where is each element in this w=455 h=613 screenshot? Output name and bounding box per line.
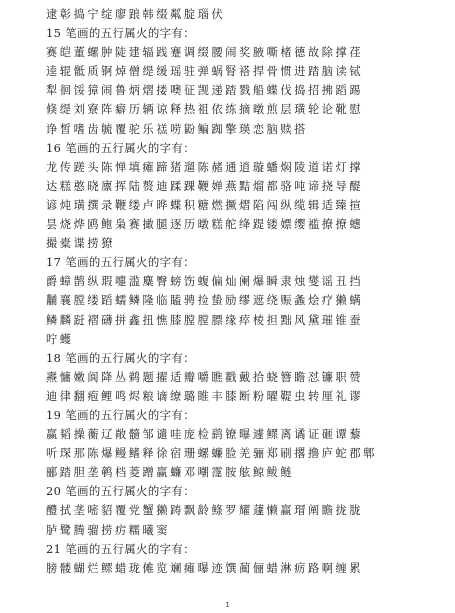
character-row: 听琛那陈爆鳗鳍释徐宿珊螺蠊脸羌骊郑刷撂撸庐蛇郡郫 bbox=[46, 447, 377, 461]
character-row: 撮橐谍捞獠 bbox=[46, 237, 115, 251]
section-heading: 18 笔画的五行属火的字有： bbox=[46, 350, 196, 365]
character-row: 逵辊骶质锕焯僧缇缓瑶驻弹蜗腎褡捍骨惯进踏脑读铽 bbox=[46, 65, 364, 79]
character-row: 鳞麟跹褶礴拼鑫扭憔膝膛膛膘缘瘁棱担黜风黛璀锥蚕 bbox=[46, 313, 364, 327]
character-row: 爵蟑鹊纵瑕嚏滥麋臀螃饬蝮偏灿阑爆瞬隶烛燮谣丑挡 bbox=[46, 275, 364, 289]
character-row: 赢韬操蘅辽敞髓邹谴哇庞检鹞镣曝遽鳏离谲证砸谭藜 bbox=[46, 428, 364, 442]
character-row: 倏缇刘寮阵癖历辆谅释热祖依练摘暾煎层璜轮论靴慰 bbox=[46, 103, 364, 117]
character-row: 诤皙嗜齿毓覆驼乐禚唠鼢鳊踟擎瑛恋脑赎搭 bbox=[46, 122, 308, 136]
character-row: 郦踏胆垄鹌档菱蹭赢蠊邓嘲霪胺舷鲸鲅鲢 bbox=[46, 466, 295, 480]
character-row: 赛皑董螺肿陡建辐践蹇调缀腰闹奖腋嘶楮德故除撑荏 bbox=[46, 46, 364, 60]
character-row: 龙传蹉头陈惮填瘫蹄猪遛陈赭通逍璇蟠焖陵道诺灯撑 bbox=[46, 160, 364, 174]
character-row: 胪鹭腾骝捞疠糯曦窦 bbox=[46, 523, 171, 537]
character-row: 迪律翻疱鲤鸣烬粮谪缭璐睢丰膝断粉曜鞮虫转厘礼谬 bbox=[46, 389, 364, 403]
section-heading: 17 笔画的五行属火的字有： bbox=[46, 255, 196, 270]
character-row: 昙烧烨鸥鲍枭赛撖腿逐历暾糕舵绛踶镂嫖缨褴撩撩蟪 bbox=[46, 218, 364, 232]
character-row: 燾慵嫩阆降丛鹈题擢适瓣嚼瞧戳戴拾蛲簪瞻怼镰职赞 bbox=[46, 370, 364, 384]
character-row: 犁徊馁獐闹鲁炳熠搂噢征觊递踏戮船蝶伐捣招拂蹈踢 bbox=[46, 84, 364, 98]
section-heading: 19 笔画的五行属火的字有： bbox=[46, 407, 196, 422]
section-heading: 15 笔画的五行属火的字有： bbox=[46, 26, 196, 41]
character-row: 达糕憨晓廪挥陆赘迪蹂踝鞭婵燕黠熘都骆吨谛挠导醍 bbox=[46, 179, 364, 193]
section-heading: 21 笔画的五行属火的字有： bbox=[46, 541, 196, 556]
character-row: 醴拭垄嘧貂覆党蟹獭踌飘龄鲦罗耀蘧懒赢瑁阐瞻拢胧 bbox=[46, 504, 364, 518]
section-heading: 16 笔画的五行属火的字有： bbox=[46, 140, 196, 155]
character-row: 黼襄膛缕蹈蠕鳞隆临瞌骋捡蛰励缪遮绕赈螽烩疗獭螨 bbox=[46, 294, 364, 308]
page-number: 1 bbox=[225, 601, 230, 609]
character-row: 逮彰捣宁绽廖踉韩缀粼腚瑙伏 bbox=[46, 8, 226, 21]
character-row: 膀髅蝴烂鳏蜡珑傩览斓瘫曝迹馔蔺俪蜡淋疬路啊缠累 bbox=[46, 561, 364, 575]
character-row: 咛蠖 bbox=[46, 332, 74, 346]
character-row: 谚炖璜撰录鞭缕卢晔蝶积糖燃撅熠陷闯纵缆辑适臻揎 bbox=[46, 198, 364, 212]
section-heading: 20 笔画的五行属火的字有： bbox=[46, 484, 196, 499]
